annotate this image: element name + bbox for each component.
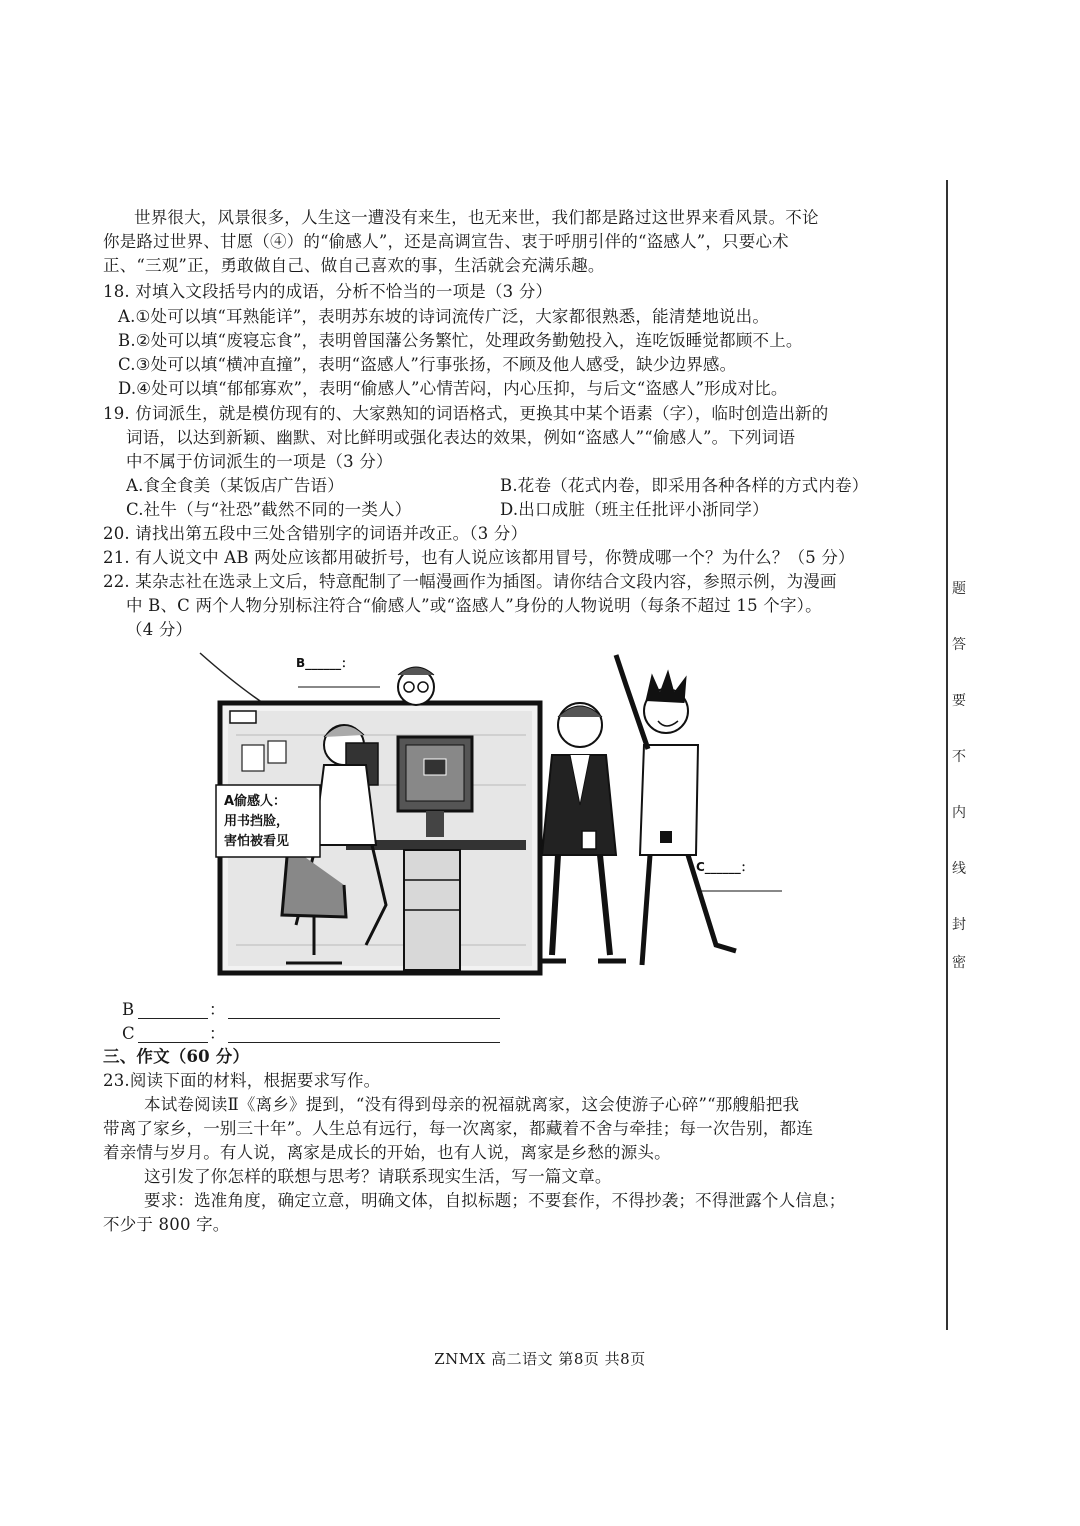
seal-char: 线 — [952, 861, 966, 877]
question-20: 20. 请找出第五段中三处含错别字的词语并改正。（3 分） — [103, 524, 528, 543]
question-23-material: 带离了家乡，一别三十年”。人生总有远行，每一次离家，都藏着不舍与牵挂；每一次告别，都连 — [103, 1119, 814, 1138]
question-19-stem: 词语，以达到新颖、幽默、对比鲜明或强化表达的效果，例如“盗感人”“偷感人”。下列词语 — [126, 428, 796, 447]
seal-char: 答 — [952, 637, 966, 653]
page-footer: ZNMX 高二语文 第8页 共8页 — [434, 1350, 646, 1368]
cartoon-label-a-line2: 用书挡脸， — [224, 814, 290, 829]
question-22-stem: 中 B、C 两个人物分别标注符合“偷感人”或“盗感人”身份的人物说明（每条不超过 15 个字）。 — [126, 596, 822, 615]
question-18-stem: 18. 对填入文段括号内的成语，分析不恰当的一项是（3 分） — [103, 282, 553, 301]
question-21: 21. 有人说文中 AB 两处应该都用破折号，也有人说应该都用冒号，你赞成哪一个？为什么？（5 分） — [103, 548, 855, 567]
passage-line: 世界很大，风景很多，人生这一遭没有来生，也无来世，我们都是路过这世界来看风景。不论 — [134, 208, 819, 227]
question-18-option-d: D.④处可以填“郁郁寡欢”，表明“偷感人”心情苦闷，内心压抑，与后文“盗感人”形成对比。 — [118, 379, 788, 398]
question-23-prompt: 这引发了你怎样的联想与思考？请联系现实生活，写一篇文章。 — [144, 1167, 612, 1186]
seal-char: 封 — [952, 917, 966, 933]
question-19-option-d: D.出口成脏（班主任批评小浙同学） — [500, 500, 769, 519]
question-23-requirements: 要求：选准角度，确定立意，明确文体，自拟标题；不要套作，不得抄袭；不得泄露个人信息； — [144, 1191, 846, 1210]
question-22-stem: 22. 某杂志社在选录上文后，特意配制了一幅漫画作为插图。请你结合文段内容，参照示例，为漫画 — [103, 572, 837, 591]
question-22-stem: （4 分） — [126, 620, 193, 639]
seal-char: 内 — [952, 805, 966, 821]
question-23-requirements: 不少于 800 字。 — [103, 1215, 230, 1234]
answer-b-name-blank[interactable] — [138, 1018, 208, 1019]
question-19-stem: 中不属于仿词派生的一项是（3 分） — [126, 452, 393, 471]
seal-char: 密 — [952, 955, 966, 971]
cartoon-label-a-line1: A偷感人： — [224, 794, 287, 809]
question-18-option-b: B.②处可以填“废寝忘食”，表明曾国藩公务繁忙，处理政务勤勉投入，连吃饭睡觉都顾不上。 — [118, 331, 803, 350]
seal-char: 不 — [952, 749, 966, 765]
seal-char: 要 — [952, 693, 966, 709]
cartoon-label-a-line3: 害怕被看见 — [224, 834, 290, 849]
answer-c-description-blank[interactable] — [228, 1042, 500, 1043]
question-18-option-c: C.③处可以填“横冲直撞”，表明“盗感人”行事张扬，不顾及他人感受，缺少边界感。 — [118, 355, 737, 374]
question-19-stem: 19. 仿词派生，就是模仿现有的、大家熟知的词语格式，更换其中某个语素（字），临时创造出新的 — [103, 404, 829, 423]
question-19-option-b: B.花卷（花式内卷，即采用各种各样的方式内卷） — [500, 476, 869, 495]
question-23-material: 着亲情与岁月。有人说，离家是成长的开始，也有人说，离家是乡愁的源头。 — [103, 1143, 671, 1162]
question-19-option-c: C.社牛（与“社恐”截然不同的一类人） — [126, 500, 412, 519]
answer-c-colon: ： — [209, 1024, 226, 1043]
section-3-heading: 三、作文（60 分） — [103, 1047, 250, 1066]
question-18-option-a: A.①处可以填“耳熟能详”，表明苏东坡的诗词流传广泛，大家都很熟悉，能清楚地说出。 — [118, 307, 770, 326]
answer-b-prefix: B — [122, 1000, 135, 1019]
passage-line: 正、“三观”正，勇敢做自己、做自己喜欢的事，生活就会充满乐趣。 — [103, 256, 605, 275]
cartoon-label-b: B______： — [296, 656, 354, 670]
question-23-stem: 23.阅读下面的材料，根据要求写作。 — [103, 1071, 381, 1090]
seal-line — [946, 180, 948, 1330]
cartoon-illustration — [196, 645, 796, 985]
answer-b-colon: ： — [209, 1000, 226, 1019]
passage-line: 你是路过世界、甘愿（④）的“偷感人”，还是高调宣告、衷于呼朋引伴的“盗感人”，只要心术 — [103, 232, 789, 251]
answer-b-description-blank[interactable] — [228, 1018, 500, 1019]
question-23-material: 本试卷阅读Ⅱ《离乡》提到，“没有得到母亲的祝福就离家，这会使游子心碎”“那艘船把我 — [144, 1095, 800, 1114]
question-19-option-a: A.食全食美（某饭店广告语） — [126, 476, 344, 495]
answer-c-name-blank[interactable] — [138, 1042, 208, 1043]
cartoon-label-c: C______： — [696, 860, 753, 874]
seal-char: 题 — [952, 581, 966, 597]
answer-c-prefix: C — [122, 1024, 135, 1043]
